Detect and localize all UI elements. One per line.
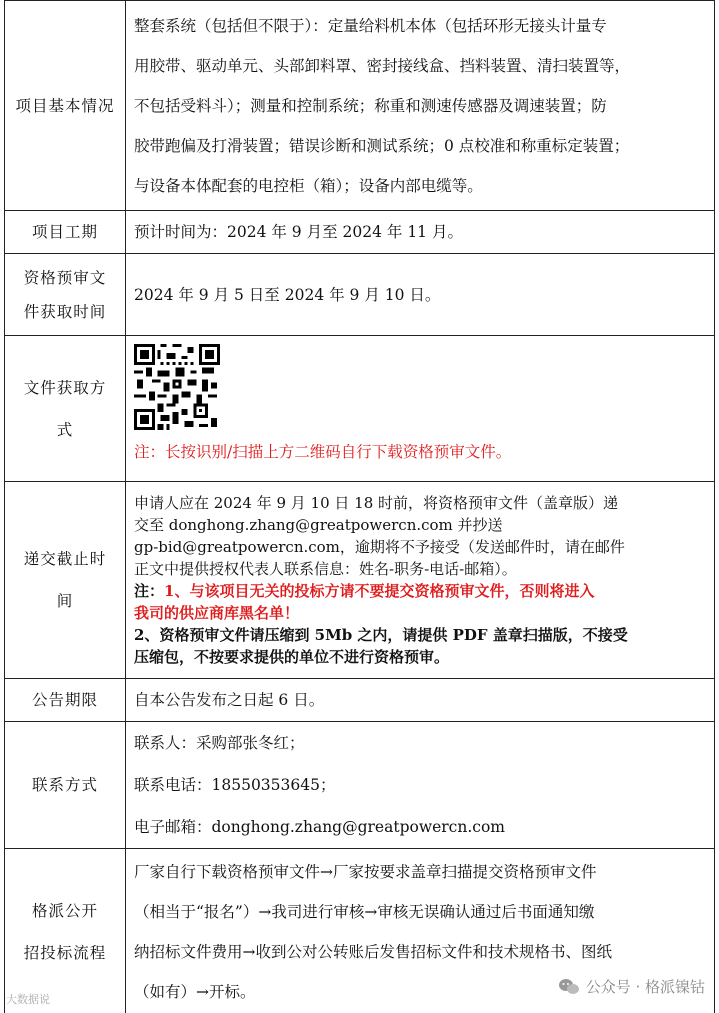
label-line: 格派公开: [31, 901, 98, 920]
deadline-line: 正文中提供授权代表人联系信息：姓名-职务-电话-邮箱）。: [134, 560, 517, 578]
label-line: 间: [56, 592, 74, 610]
label-line: 资格预审文: [23, 268, 107, 287]
deadline-note-2a: 2、资格预审文件请压缩到 5Mb 之内，请提供 PDF 盖章扫描版，不接受: [134, 626, 628, 644]
method-note: 注：长按识别/扫描上方二维码自行下载资格预审文件。: [134, 443, 512, 461]
value-notice-period: 自本公告发布之日起 6 日。: [126, 679, 715, 722]
note-1a: 1、与该项目无关的投标方请不要提交资格预审文件，否则将进入: [164, 582, 595, 600]
qr-code-wrap[interactable]: [134, 336, 706, 432]
value-contact: [126, 722, 715, 849]
process-line: （相当于“报名”）→我司进行审核→审核无误确认通过后书面通知缴: [134, 902, 595, 921]
contact-email[interactable]: 电子邮箱：donghong.zhang@greatpowercn.com: [134, 818, 505, 836]
wechat-watermark: [558, 976, 705, 997]
process-line: 纳招标文件费用→收到公对公转账后发售招标文件和技术规格书、图纸: [134, 942, 612, 961]
basic-line: 整套系统（包括但不限于）：定量给料机本体（包括环形无接头计量专: [134, 16, 607, 35]
deadline-note-2b: 压缩包，不按要求提供的单位不进行资格预审。: [134, 648, 450, 666]
value-prequal-time: 2024 年 9 月 5 日至 2024 年 9 月 10 日。: [126, 254, 715, 336]
watermark-text: 公众号 · 格派镍钴: [585, 978, 705, 996]
basic-line: 与设备本体配套的电控柜（箱）；设备内部电缆等。: [134, 176, 483, 195]
label-basic-info-text: 项目基本情况: [15, 96, 115, 115]
deadline-note-1: [134, 580, 706, 602]
process-line: 厂家自行下载资格预审文件→厂家按要求盖章扫描提交资格预审文件: [134, 862, 597, 881]
value-period: 预计时间为：2024 年 9 月至 2024 年 11 月。: [126, 211, 715, 254]
deadline-note-1b: 我司的供应商库黑名单！: [134, 604, 300, 622]
process-line: （如有）→开标。: [134, 982, 256, 1001]
label-contact: 联系方式: [5, 722, 126, 849]
label-notice-period: 公告期限: [5, 679, 126, 722]
deadline-line: gp-bid@greatpowercn.com，逾期将不予接受（发送邮件时，请在邮件: [134, 538, 625, 556]
value-basic-info: [126, 1, 715, 211]
note-prefix: 注：: [134, 582, 165, 600]
tender-info-table: [4, 0, 715, 1013]
basic-line: 用胶带、驱动单元、头部卸料罩、密封接线盒、挡料装置、清扫装置等，: [134, 56, 631, 75]
contact-person: 联系人：采购部张冬红；: [134, 734, 305, 752]
label-line: 递交截止时: [23, 550, 107, 568]
label-deadline: [5, 482, 126, 679]
deadline-line: 申请人应在 2024 年 9 月 10 日 18 时前，将资格预审文件（盖章版）递: [134, 494, 619, 512]
qr-code-icon[interactable]: [134, 344, 220, 430]
value-deadline: [126, 482, 715, 679]
label-period: 项目工期: [5, 211, 126, 254]
label-process: [5, 849, 126, 1013]
row-method: [5, 336, 715, 482]
label-method: [5, 336, 126, 482]
deadline-line: 交至 donghong.zhang@greatpowercn.com 并抄送: [134, 516, 503, 534]
row-deadline: [5, 482, 715, 679]
row-prequal-time: [5, 254, 715, 336]
contact-phone: 联系电话：18550353645；: [134, 776, 336, 794]
label-line: 式: [56, 420, 74, 439]
row-contact: [5, 722, 715, 849]
label-line: 件获取时间: [23, 302, 107, 321]
row-notice-period: [5, 679, 715, 722]
basic-line: 胶带跑偏及打滑装置；错误诊断和测试系统；0 点校准和称重标定装置；: [134, 136, 630, 155]
label-line: 招投标流程: [23, 943, 107, 962]
basic-line: 不包括受料斗）；测量和控制系统；称重和测速传感器及调速装置；防: [134, 96, 607, 115]
wechat-icon: [558, 978, 580, 996]
label-prequal-time: [5, 254, 126, 336]
label-basic-info: [5, 1, 126, 211]
corner-watermark: 大数据说: [6, 993, 50, 1006]
value-method: [126, 336, 715, 482]
row-basic-info: [5, 1, 715, 211]
label-line: 文件获取方: [23, 378, 107, 397]
row-period: [5, 211, 715, 254]
